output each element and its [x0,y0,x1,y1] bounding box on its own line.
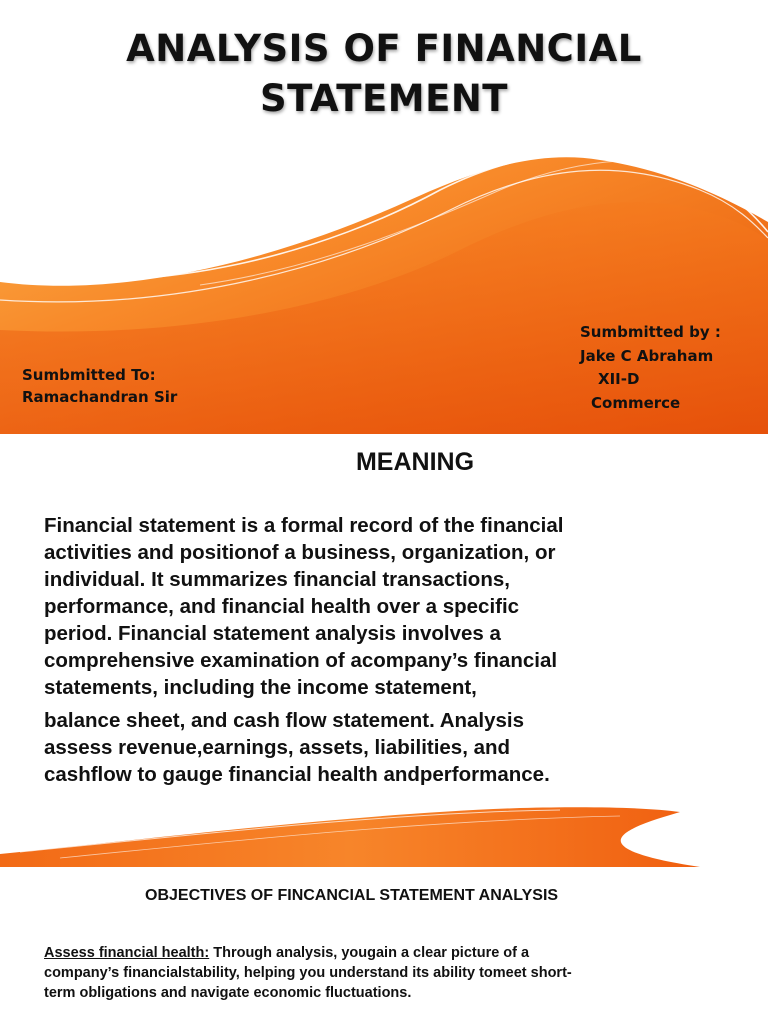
submitted-to-label: Sumbmitted To: [22,366,156,384]
submitted-by-class: XII-D [598,370,640,388]
meaning-paragraph [44,512,744,788]
meaning-line: balance sheet, and cash flow statement. Analysis [44,709,525,732]
objective-lead: Assess financial health: [44,945,210,961]
objectives-slide [0,867,768,1024]
objective-line: term obligations and navigate economic fluctuations. [44,985,412,1001]
objectives-paragraph [44,943,734,1003]
title-slide [0,0,768,434]
objective-line [44,943,734,963]
submitted-to-block [22,364,177,408]
meaning-line: period. Financial statement analysis involves a [44,622,501,645]
objective-text: Through analysis, yougain a clear picture of a [209,945,530,961]
meaning-line: performance, and financial health over a specific [44,595,520,618]
submitted-by-stream: Commerce [591,393,681,412]
objectives-heading: OBJECTIVES OF FINCANCIAL STATEMENT ANALYSIS [145,887,559,904]
submitted-by-block [560,321,750,415]
meaning-heading: MEANING [355,448,475,476]
orange-swoosh-graphic [0,794,768,867]
meaning-line: cashflow to gauge financial health andperformance. [44,763,550,786]
meaning-line: comprehensive examination of acompany’s financial [44,649,558,672]
submitted-by-name: Jake C Abraham [580,346,714,365]
submitted-to-name: Ramachandran Sir [22,388,178,406]
presentation-title [0,24,768,124]
meaning-line: Financial statement is a formal record of the financial [44,514,564,537]
submitted-by-label: Sumbmitted by : [580,323,721,341]
meaning-line: assess revenue,earnings, assets, liabilities, and [44,736,511,759]
meaning-line: activities and positionof a business, organization, or [44,541,556,564]
meaning-line: individual. It summarizes financial transactions, [44,568,510,591]
title-line-1: ANALYSIS OF FINANCIAL [126,27,642,70]
meaning-line: statements, including the income statement, [44,676,477,699]
meaning-slide [0,434,768,867]
objective-line: company’s financialstability, helping you understand its ability tomeet short- [44,965,572,981]
title-line-2: STATEMENT [259,77,509,120]
